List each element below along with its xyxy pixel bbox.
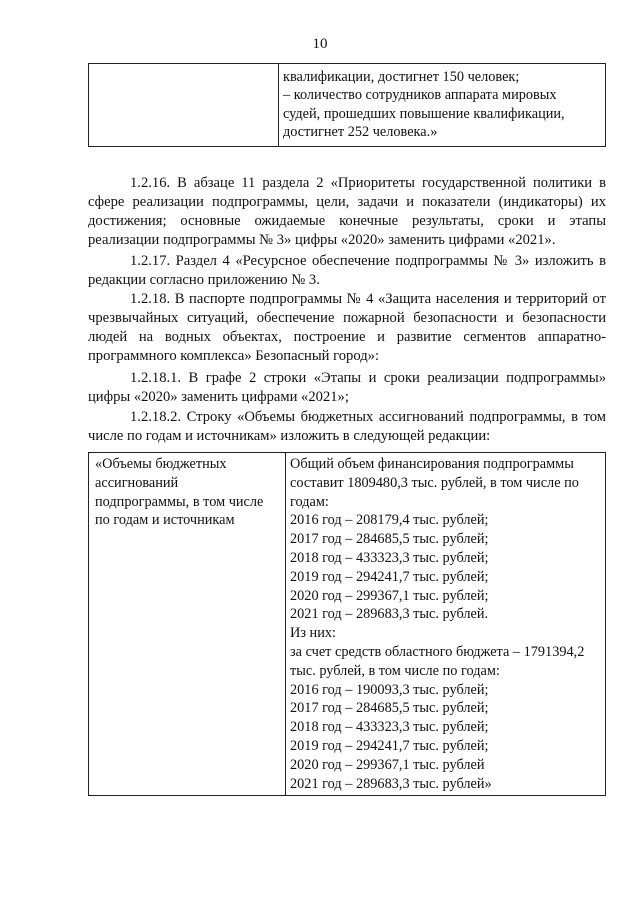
table-line: 2016 год – 190093,3 тыс. рублей; [290, 681, 489, 698]
table-line: – количество сотрудников аппарата мировых [283, 87, 557, 104]
paragraph-line: 1.2.17. Раздел 4 «Ресурсное обеспечение подпрограммы № 3» изложить в [130, 253, 606, 269]
paragraph-line: сфере реализации подпрограммы, цели, задачи и показатели (индикаторы) их [88, 194, 606, 210]
paragraph-1-2-16 [88, 174, 606, 250]
table-cell-text [279, 64, 606, 147]
table-line: 2021 год – 289683,3 тыс. рублей. [290, 606, 489, 623]
paragraph-line: достижения; основные ожидаемые конечные результаты, сроки и этапы [88, 213, 606, 229]
table-line: годам: [290, 493, 329, 510]
table-line: судей, прошедших повышение квалификации, [283, 105, 565, 122]
table-row [89, 453, 606, 796]
table-line: 2019 год – 294241,7 тыс. рублей; [290, 568, 489, 585]
table-line: за счет средств областного бюджета – 1791394,2 [290, 643, 585, 660]
paragraph-1-2-18-2 [88, 408, 606, 446]
table-line: подпрограммы, в том числе [95, 493, 264, 510]
table-line: 2020 год – 299367,1 тыс. рублей; [290, 587, 489, 604]
paragraph-line: от чрезвычайных ситуаций, обеспечение пожарной безопасности и [88, 291, 607, 326]
table-line: Из них: [290, 625, 336, 642]
table-line: ассигнований [95, 474, 179, 491]
paragraph-line: 1.2.16. В абзаце 11 раздела 2 «Приоритеты государственной политики в [130, 175, 606, 191]
paragraph-line: 1.2.18.2. Строку «Объемы бюджетных ассигнований подпрограммы, в том [130, 409, 606, 425]
table-line: 2021 год – 289683,3 тыс. рублей» [290, 775, 492, 792]
table-line: 2018 год – 433323,3 тыс. рублей; [290, 719, 489, 736]
table-row [89, 64, 606, 147]
paragraph-1-2-18 [88, 290, 606, 366]
paragraph-1-2-18-1 [88, 369, 606, 407]
table-line: достигнет 252 человека.» [283, 124, 438, 141]
paragraph-line: 1.2.18.1. В графе 2 строки «Этапы и сроки реализации подпрограммы» [130, 370, 606, 386]
paragraph-line: редакции согласно приложению № 3. [88, 272, 320, 288]
table-cell-empty [89, 64, 279, 147]
continuation-table [88, 63, 606, 147]
table-line: 2017 год – 284685,5 тыс. рублей; [290, 531, 489, 548]
paragraph-line: числе по годам и источникам» изложить в следующей редакции: [88, 428, 491, 444]
table-line: 2016 год – 208179,4 тыс. рублей; [290, 512, 489, 529]
table-line: Общий объем финансирования подпрограммы [290, 456, 574, 472]
table-line: квалификации, достигнет 150 человек; [283, 69, 520, 85]
table-line: «Объемы бюджетных [95, 456, 227, 472]
table-line: тыс. рублей, в том числе по годам: [290, 662, 500, 679]
budget-table [88, 452, 606, 796]
table-line: составит 1809480,3 тыс. рублей, в том числе по [290, 474, 579, 491]
paragraph-line: реализации подпрограммы № 3» цифры «2020» заменить цифрами «2021». [88, 232, 556, 248]
budget-label-cell [89, 453, 286, 796]
table-line: 2018 год – 433323,3 тыс. рублей; [290, 549, 489, 566]
table-line: 2017 год – 284685,5 тыс. рублей; [290, 700, 489, 717]
paragraph-line: аппаратно-программного комплекса» Безопасный город»: [88, 329, 606, 364]
table-line: 2020 год – 299367,1 тыс. рублей [290, 756, 485, 773]
table-line: 2019 год – 294241,7 тыс. рублей; [290, 737, 489, 754]
page-number: 10 [312, 36, 328, 52]
budget-value-cell [286, 453, 606, 796]
paragraph-line: цифры «2020» заменить цифрами «2021»; [88, 389, 349, 405]
paragraph-line: 1.2.18. В паспорте подпрограммы № 4 «Защита населения и территорий [130, 291, 588, 307]
paragraph-line: безопасности людей на водных объектах, построение и развитие сегментов [88, 310, 606, 345]
paragraph-1-2-17 [88, 252, 606, 290]
table-line: по годам и источникам [95, 512, 235, 529]
